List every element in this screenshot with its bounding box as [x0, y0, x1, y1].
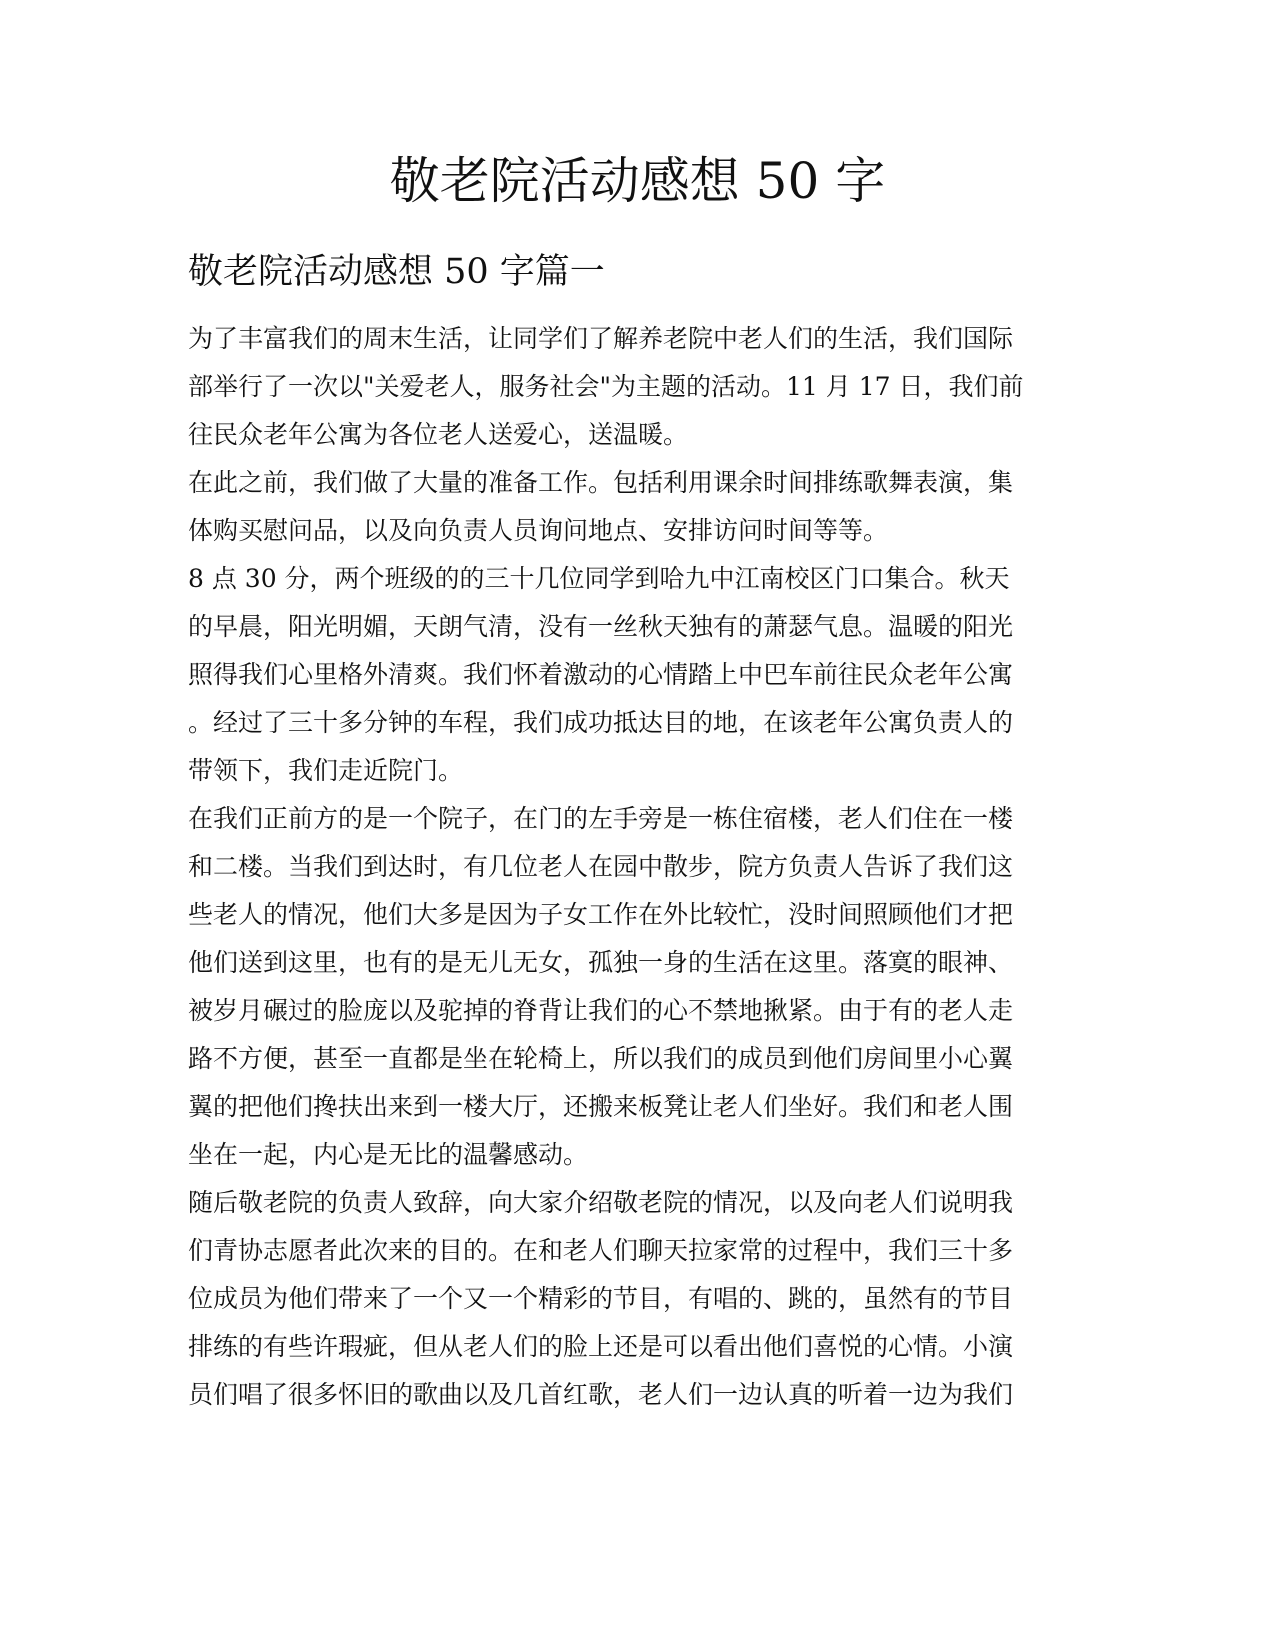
text-line: 他们送到这里，也有的是无儿无女，孤独一身的生活在这里。落寞的眼神、: [188, 948, 1014, 977]
paragraph-3: [188, 555, 1088, 795]
text-line: 和二楼。当我们到达时，有几位老人在园中散步，院方负责人告诉了我们这: [188, 852, 1014, 881]
text-line: 。经过了三十多分钟的车程，我们成功抵达目的地，在该老年公寓负责人的: [188, 708, 1014, 737]
text-line: 照得我们心里格外清爽。我们怀着激动的心情踏上中巴车前往民众老年公寓: [188, 660, 1014, 689]
text-line: 员们唱了很多怀旧的歌曲以及几首红歌，老人们一边认真的听着一边为我们: [188, 1380, 1014, 1409]
text-line: 在我们正前方的是一个院子，在门的左手旁是一栋住宿楼，老人们住在一楼: [188, 804, 1014, 833]
paragraph-4: [188, 795, 1088, 1179]
document-body: [188, 315, 1088, 1419]
paragraph-2: [188, 459, 1088, 555]
section-heading: 敬老院活动感想 50 字篇一: [188, 252, 605, 292]
text-line: 路不方便，甚至一直都是坐在轮椅上，所以我们的成员到他们房间里小心翼: [188, 1044, 1014, 1073]
text-line: 们青协志愿者此次来的目的。在和老人们聊天拉家常的过程中，我们三十多: [188, 1236, 1014, 1265]
text-line: 为了丰富我们的周末生活，让同学们了解养老院中老人们的生活，我们国际: [188, 324, 1014, 353]
text-line: 体购买慰问品，以及向负责人员询问地点、安排访问时间等等。: [188, 516, 889, 545]
document-title: 敬老院活动感想 50 字: [389, 152, 886, 210]
text-line: 在此之前，我们做了大量的准备工作。包括利用课余时间排练歌舞表演，集: [188, 468, 1014, 497]
text-line: 随后敬老院的负责人致辞，向大家介绍敬老院的情况，以及向老人们说明我: [188, 1188, 1014, 1217]
text-line: 翼的把他们搀扶出来到一楼大厅，还搬来板凳让老人们坐好。我们和老人围: [188, 1092, 1014, 1121]
text-line: 部举行了一次以"关爱老人，服务社会"为主题的活动。11 月 17 日，我们前: [188, 372, 1024, 401]
text-line: 8 点 30 分，两个班级的的三十几位同学到哈九中江南校区门口集合。秋天: [188, 564, 1010, 593]
text-line: 坐在一起，内心是无比的温馨感动。: [188, 1140, 589, 1169]
text-line: 带领下，我们走近院门。: [188, 756, 464, 785]
text-line: 被岁月碾过的脸庞以及驼掉的脊背让我们的心不禁地揪紧。由于有的老人走: [188, 996, 1014, 1025]
text-line: 些老人的情况，他们大多是因为子女工作在外比较忙，没时间照顾他们才把: [188, 900, 1014, 929]
text-line: 的早晨，阳光明媚，天朗气清，没有一丝秋天独有的萧瑟气息。温暖的阳光: [188, 612, 1014, 641]
paragraph-5: [188, 1179, 1088, 1419]
text-line: 往民众老年公寓为各位老人送爱心，送温暖。: [188, 420, 689, 449]
text-line: 排练的有些许瑕疵，但从老人们的脸上还是可以看出他们喜悦的心情。小演: [188, 1332, 1014, 1361]
text-line: 位成员为他们带来了一个又一个精彩的节目，有唱的、跳的，虽然有的节目: [188, 1284, 1014, 1313]
paragraph-1: [188, 315, 1088, 459]
